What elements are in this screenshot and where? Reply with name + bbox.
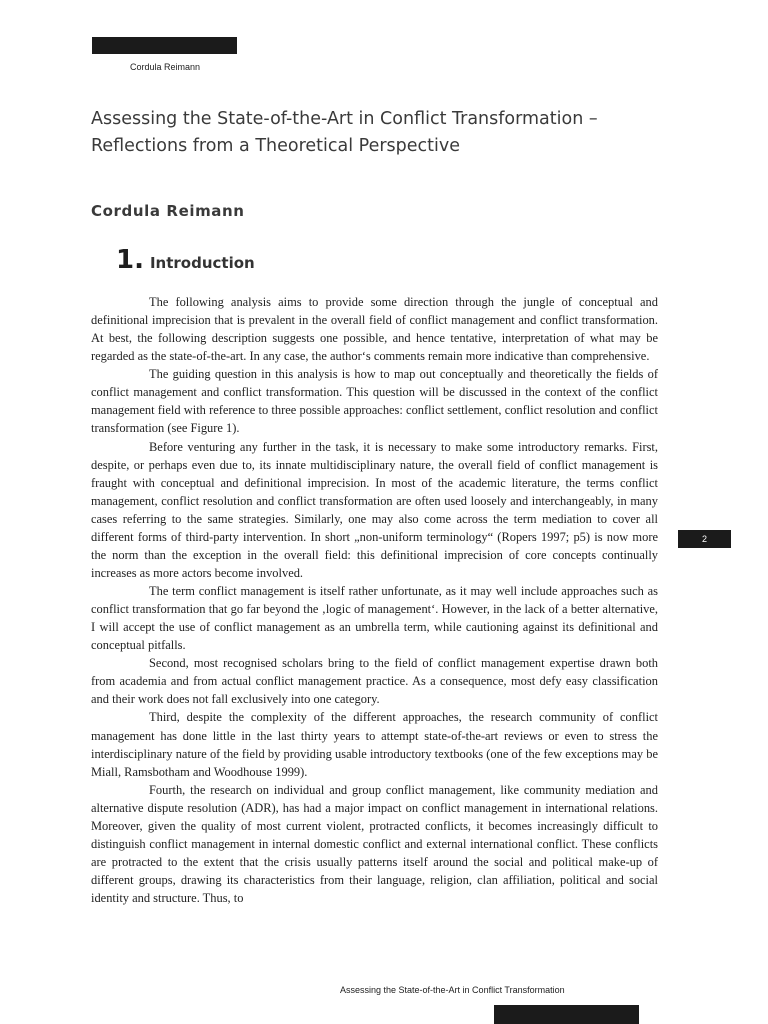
article-title: Assessing the State-of-the-Art in Conflict Transformation – Reflections from a Theoretical Perspective xyxy=(91,109,598,156)
paragraph: Before venturing any further in the task, it is necessary to make some introductory remarks. First, despite, or perhaps even due to, its innate multidisciplinary nature, the overall field of conflict management is fraught with conceptual and definitional imprecision. In most of the academic literature, the terms conflict management, conflict resolution and conflict transformation are often used loosely and interchangeably, in many cases referring to the same strategies. Similarly, one may also come across the term mediation to cover all different forms of third-party intervention. In short „non-uniform terminology“ (Ropers 1997; p5) is now more the norm than the exception in the overall field: this definitional imprecision of core concepts continually increases as more actors become involved. xyxy=(91,439,658,580)
running-footer-title: Assessing the State-of-the-Art in Conflict Transformation xyxy=(340,985,565,995)
footer-bar xyxy=(494,1005,639,1024)
section-title: Introduction xyxy=(149,254,255,272)
paragraph: Third, despite the complexity of the different approaches, the research community of conflict management has done little in the last thirty years to attempt state-of-the-art reviews or even to stress the interdisciplinary nature of the field by providing usable introductory textbooks (one of the few exceptions may be Miall, Ramsbotham and Woodhouse 1999). xyxy=(91,710,658,779)
page-number: 2 xyxy=(701,534,707,544)
paragraph: Second, most recognised scholars bring to the field of conflict management expertise drawn both from academia and from actual conflict management practice. As a consequence, most defy easy classification and their work does not fall exclusively into one category. xyxy=(91,656,658,707)
section-heading xyxy=(116,245,255,275)
paragraph: The term conflict management is itself rather unfortunate, as it may well include approaches such as conflict transformation that go far beyond the ‚logic of management‘. However, in the lack of a better alternative, I will accept the use of conflict management as an umbrella term, while cautioning against its definitional and conceptual pitfalls. xyxy=(91,584,658,653)
body-text xyxy=(91,293,658,907)
page-number-tab xyxy=(678,530,731,548)
paragraph: The guiding question in this analysis is how to map out conceptually and theoretically the fields of conflict management and conflict transformation. This question will be discussed in the context of the conflict management field with reference to three possible approaches: conflict settlement, conflict resolution and conflict transformation (see Figure 1). xyxy=(91,367,658,436)
article-author: Cordula Reimann xyxy=(91,202,245,220)
running-header-author: Cordula Reimann xyxy=(130,62,201,72)
header-bar xyxy=(92,37,237,54)
paragraph: Fourth, the research on individual and group conflict management, like community mediation and alternative dispute resolution (ADR), has had a major impact on conflict management in international relations. Moreover, given the quality of most current violent, protracted conflicts, it becomes increasingly difficult to distinguish conflict management in internal domestic conflict and external international conflict. These conflicts are protracted to the extent that the crisis usually patterns itself around the social and political make-up of different groups, drawing its characteristics from their language, religion, clan affiliation, political and social identity and structure. Thus, to xyxy=(91,782,658,906)
paragraph: The following analysis aims to provide some direction through the jungle of conceptual and definitional imprecision that is prevalent in the overall field of conflict management and conflict transformation. At best, the following description suggests one possible, and hence tentative, interpretation of what may be regarded as the state-of-the-art. In any case, the author‘s comments remain more indicative than comprehensive. xyxy=(91,295,658,364)
section-number: 1. xyxy=(116,245,144,275)
